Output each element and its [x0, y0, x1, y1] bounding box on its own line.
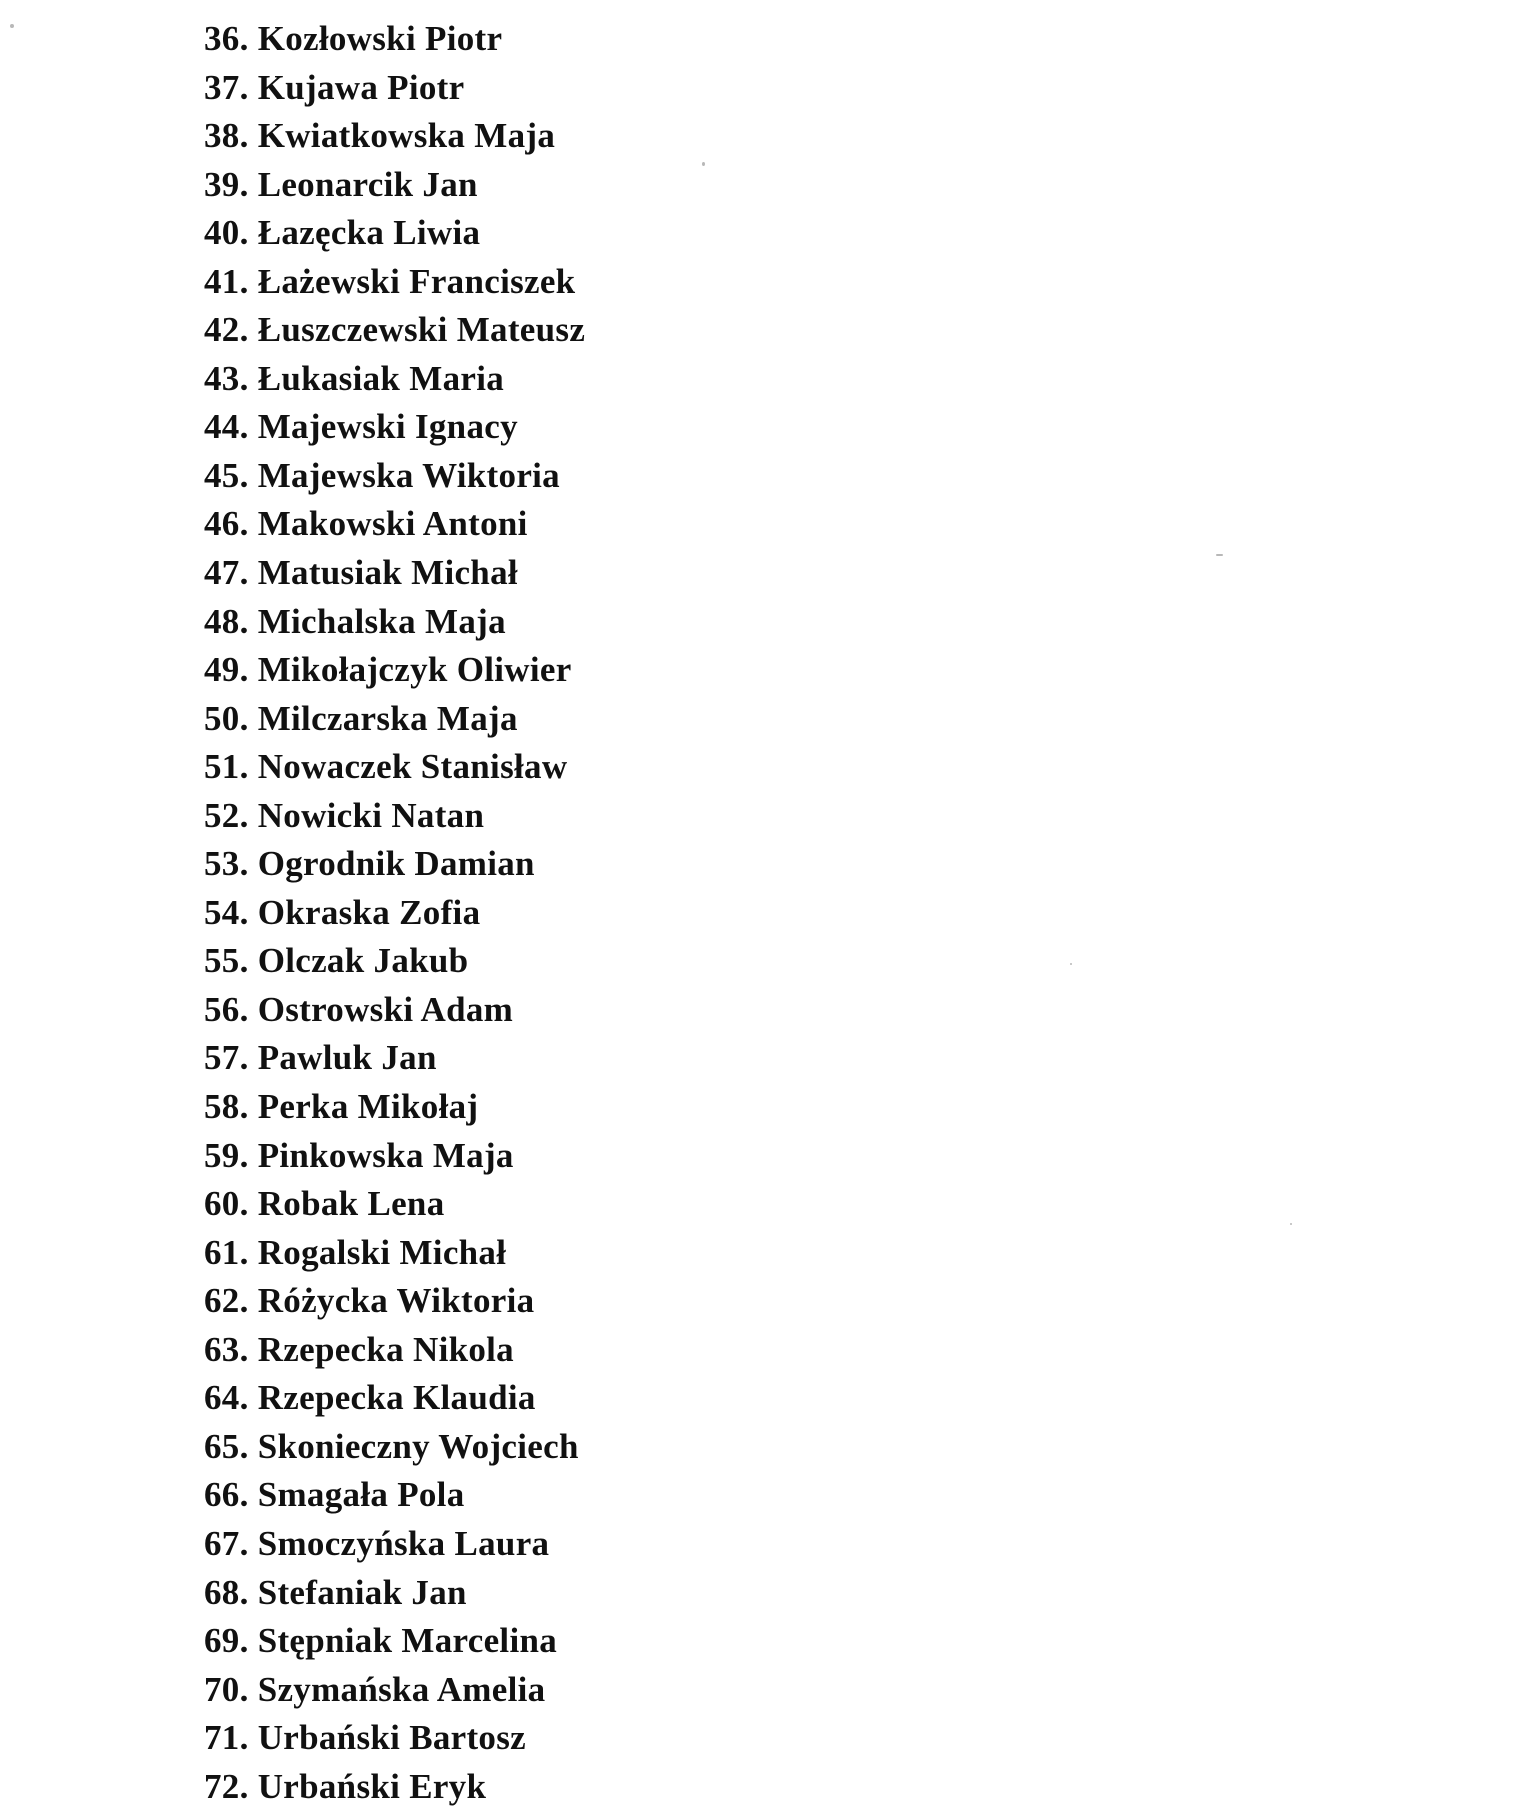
name-list-item: 48. Michalska Maja — [204, 601, 506, 641]
name-list-item: 36. Kozłowski Piotr — [204, 19, 503, 58]
name-list-item: 54. Okraska Zofia — [204, 892, 481, 932]
name-list-item: 43. Łukasiak Maria — [204, 358, 505, 398]
name-list-item: 62. Różycka Wiktoria — [204, 1281, 535, 1321]
student-name-list — [204, 18, 585, 1814]
name-list-item: 39. Leonarcik Jan — [204, 164, 478, 204]
name-list-item: 53. Ogrodnik Damian — [204, 844, 535, 884]
name-list-item: 68. Stefaniak Jan — [204, 1572, 467, 1612]
name-list-item: 58. Perka Mikołaj — [204, 1087, 479, 1127]
scan-speck — [1070, 963, 1072, 965]
name-list-item: 70. Szymańska Amelia — [204, 1669, 546, 1709]
name-list-item: 47. Matusiak Michał — [204, 553, 518, 593]
name-list-item: 65. Skonieczny Wojciech — [204, 1426, 579, 1466]
name-list-item: 56. Ostrowski Adam — [204, 989, 514, 1029]
name-list-item: 55. Olczak Jakub — [204, 941, 469, 981]
name-list-item: 37. Kujawa Piotr — [204, 67, 465, 107]
scan-speck — [1216, 554, 1223, 556]
name-list-item: 59. Pinkowska Maja — [204, 1135, 514, 1175]
name-list-item: 72. Urbański Eryk — [204, 1766, 487, 1806]
name-list-item: 71. Urbański Bartosz — [204, 1718, 526, 1758]
name-list-item: 66. Smagała Pola — [204, 1475, 465, 1515]
name-list-item: 60. Robak Lena — [204, 1184, 445, 1224]
name-list-item: 64. Rzepecka Klaudia — [204, 1378, 536, 1418]
name-list-item: 67. Smoczyńska Laura — [204, 1523, 550, 1563]
scan-speck — [702, 162, 705, 166]
name-list-item: 52. Nowicki Natan — [204, 795, 485, 835]
name-list-item: 38. Kwiatkowska Maja — [204, 116, 556, 156]
name-list-item: 45. Majewska Wiktoria — [204, 455, 560, 495]
name-list-item: 42. Łuszczewski Mateusz — [204, 310, 586, 350]
name-list-item: 44. Majewski Ignacy — [204, 407, 518, 447]
name-list-item: 50. Milczarska Maja — [204, 698, 518, 738]
name-list-item: 63. Rzepecka Nikola — [204, 1329, 514, 1369]
name-list-item: 46. Makowski Antoni — [204, 504, 528, 544]
scan-speck — [10, 24, 14, 28]
name-list-item: 57. Pawluk Jan — [204, 1038, 437, 1078]
name-list-item: 41. Łażewski Franciszek — [204, 261, 576, 301]
name-list-item: 51. Nowaczek Stanisław — [204, 747, 568, 787]
name-list-item: 69. Stępniak Marcelina — [204, 1621, 558, 1661]
name-list-item: 61. Rogalski Michał — [204, 1232, 507, 1272]
scan-speck — [1290, 1223, 1292, 1225]
name-list-item: 40. Łazęcka Liwia — [204, 213, 481, 253]
name-list-item: 49. Mikołajczyk Oliwier — [204, 650, 572, 690]
